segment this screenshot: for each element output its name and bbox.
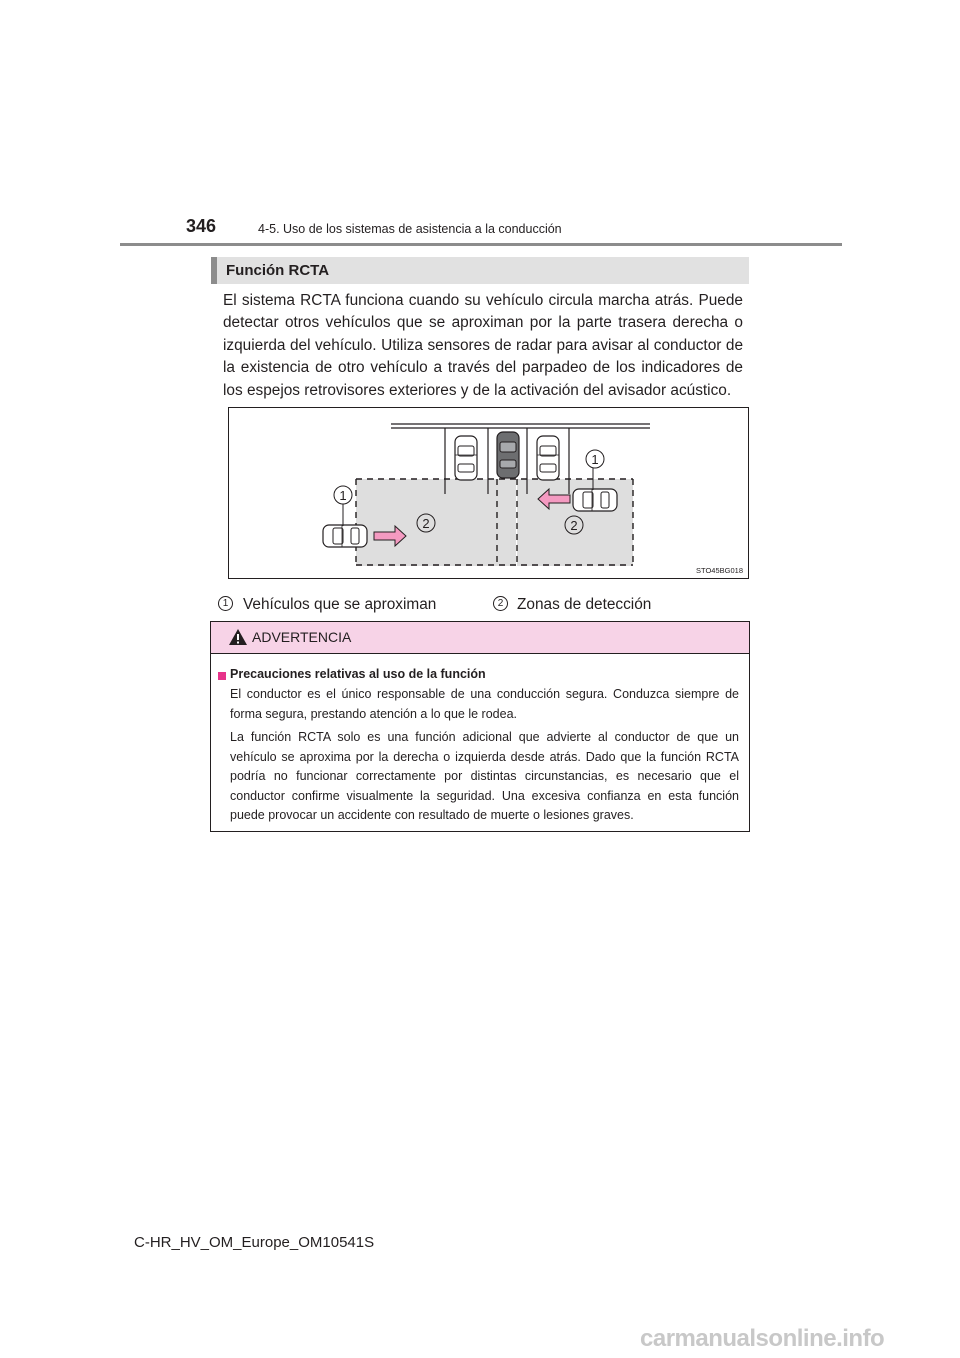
chapter-title: 4-5. Uso de los sistemas de asistencia a la conducción: [258, 222, 562, 236]
callout-2-right: 2: [570, 518, 578, 533]
own-vehicle: [497, 432, 519, 478]
parked-car-left: [455, 436, 477, 480]
figure-code: STO45BG018: [696, 566, 743, 575]
legend-2-label: Zonas de detección: [517, 596, 652, 613]
section-heading-bar: [211, 257, 749, 284]
approaching-car-left: [323, 525, 367, 547]
footer-doc-code: C-HR_HV_OM_Europe_OM10541S: [134, 1234, 375, 1251]
legend-2-number: 2: [493, 593, 508, 611]
approaching-car-right: [573, 489, 617, 511]
warning-header: [211, 622, 749, 654]
legend-1-label: Vehículos que se aproximan: [243, 596, 437, 613]
warning-subtitle: Precauciones relativas al uso de la función: [230, 667, 486, 681]
detection-zone-left: [356, 479, 516, 566]
section-title: Función RCTA: [226, 262, 330, 279]
page-number: 346: [186, 216, 217, 236]
section-accent: [211, 257, 217, 284]
header-rule: [120, 243, 842, 246]
parked-car-right: [537, 436, 559, 480]
legend-1-number: 1: [218, 593, 233, 611]
bullet-square-icon: [218, 672, 226, 680]
footer-watermark: carmanualsonline.info: [640, 1325, 885, 1352]
callout-1-left: 1: [339, 488, 347, 503]
warning-title: ADVERTENCIA: [252, 629, 352, 645]
rcta-diagram: [228, 407, 749, 579]
callout-2-left: 2: [422, 516, 430, 531]
warning-paragraph: El conductor es el único responsable de una conducción segura. Conduzca siempre de forma segura, prestando atención a lo que le rodea.: [230, 687, 739, 721]
warning-box: [210, 621, 750, 832]
intro-paragraph: El sistema RCTA funciona cuando su vehículo circula marcha atrás. Puede detectar otros vehículos que se aproximan por la parte trasera derecha o izquierda del vehículo. Utiliza sensores de radar para avisar al conductor de la existencia de otro vehículo a través del parpadeo de los indicadores de los espejos retrovisores exteriores y de la activación del avisador acústico.: [223, 292, 743, 399]
warning-triangle-icon: [228, 628, 248, 646]
parking-lot-illustration: [229, 408, 749, 579]
warning-paragraph: La función RCTA solo es una función adicional que advierte al conductor de que un vehículo se aproxima por la derecha o izquierda desde atrás. Dado que la función RCTA podría no funcionar correctamente por distintas circunstancias, es necesario que el conductor confirme visualmente la seguridad. Una excesiva confianza en esta función puede provocar un accidente con resultado de muerte o lesiones graves.: [230, 730, 739, 822]
callout-1-right: 1: [591, 452, 599, 467]
